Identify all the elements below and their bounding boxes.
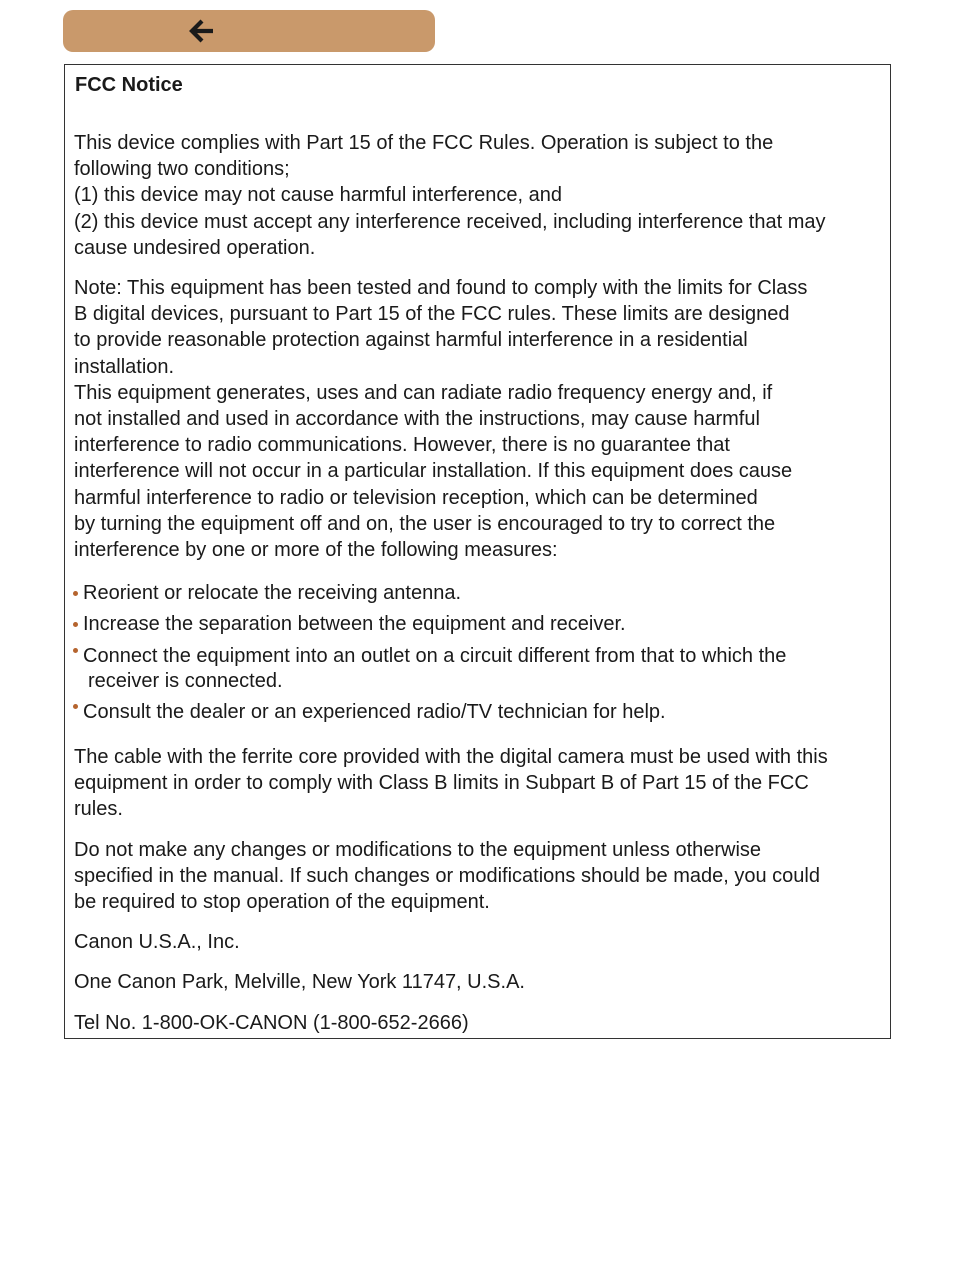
arrow-left-icon	[189, 18, 215, 44]
company-name: Canon U.S.A., Inc.	[74, 931, 240, 953]
text-line: interference will not occur in a particular installation. If this equipment does cause	[74, 460, 793, 483]
list-item-continuation: receiver is connected.	[88, 670, 283, 692]
notice-title: FCC Notice	[75, 74, 183, 96]
paragraph-compliance	[74, 130, 825, 261]
text-line: B digital devices, pursuant to Part 15 of the FCC rules. These limits are designed	[74, 303, 790, 326]
text-line: (2) this device must accept any interference received, including interference that may	[74, 210, 826, 233]
list-item: Consult the dealer or an experienced radio/TV technician for help.	[73, 700, 666, 725]
text-line: (1) this device may not cause harmful interference, and	[74, 184, 563, 207]
bullet-icon	[73, 648, 78, 653]
text-line: equipment in order to comply with Class B limits in Subpart B of Part 15 of the FCC	[74, 772, 809, 795]
paragraph-note	[74, 275, 807, 563]
text-line: installation.	[74, 355, 175, 378]
company-address: One Canon Park, Melville, New York 11747, U.S.A.	[74, 971, 525, 993]
text-line: harmful interference to radio or television reception, which can be determined	[74, 486, 758, 509]
text-line: The cable with the ferrite core provided with the digital camera must be used with this	[74, 746, 828, 768]
text-line: interference to radio communications. However, there is no guarantee that	[74, 434, 730, 457]
back-button[interactable]	[63, 10, 435, 52]
text-line: interference by one or more of the following measures:	[74, 539, 558, 562]
paragraph-ferrite-cable	[74, 744, 828, 823]
list-item: Connect the equipment into an outlet on a circuit different from that to which the receiver is connected.	[73, 644, 786, 694]
list-item: Increase the separation between the equipment and receiver.	[73, 612, 626, 637]
bullet-icon	[73, 591, 78, 596]
bullet-icon	[73, 704, 78, 709]
company-phone: Tel No. 1-800-OK-CANON (1-800-652-2666)	[74, 1012, 469, 1034]
text-line: Do not make any changes or modifications to the equipment unless otherwise	[74, 839, 762, 861]
text-line: be required to stop operation of the equipment.	[74, 891, 490, 914]
text-line: Note: This equipment has been tested and found to comply with the limits for Class	[74, 277, 808, 299]
paragraph-modifications	[74, 837, 820, 916]
fcc-notice-box	[64, 64, 891, 1039]
text-line: following two conditions;	[74, 158, 290, 181]
text-line: by turning the equipment off and on, the user is encouraged to try to correct the	[74, 512, 776, 535]
text-line: rules.	[74, 798, 123, 821]
bullet-icon	[73, 622, 78, 627]
text-line: to provide reasonable protection against harmful interference in a residential	[74, 329, 748, 352]
text-line: cause undesired operation.	[74, 236, 316, 259]
list-item: Reorient or relocate the receiving antenna.	[73, 581, 461, 606]
text-line: This device complies with Part 15 of the FCC Rules. Operation is subject to the	[74, 132, 774, 154]
text-line: not installed and used in accordance with the instructions, may cause harmful	[74, 408, 760, 431]
text-line: This equipment generates, uses and can radiate radio frequency energy and, if	[74, 381, 773, 404]
text-line: specified in the manual. If such changes or modifications should be made, you could	[74, 865, 820, 888]
